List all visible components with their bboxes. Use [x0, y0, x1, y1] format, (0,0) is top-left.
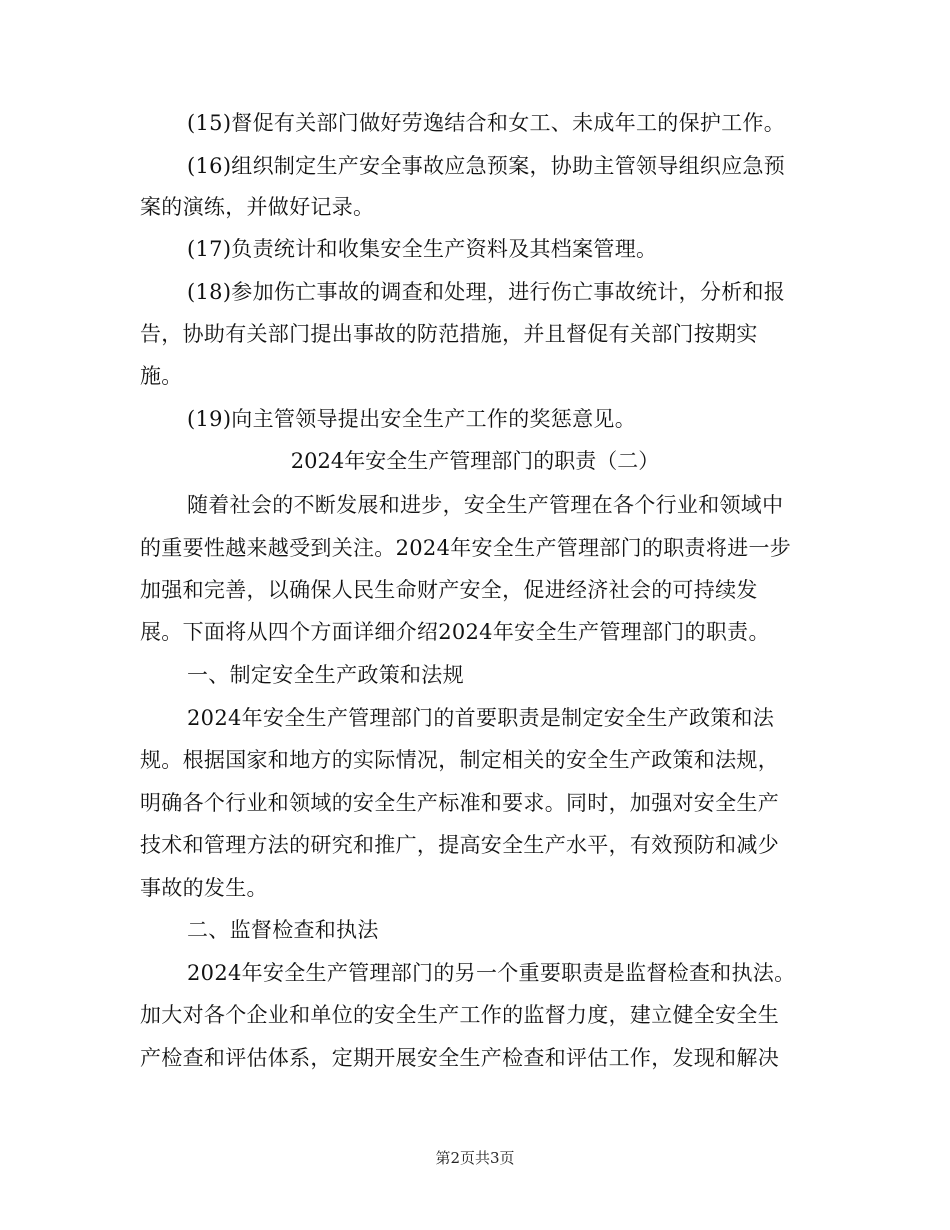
paragraph-line: 明确各个行业和领域的安全生产标准和要求。同时，加强对安全生产: [140, 791, 779, 815]
heading-2: 二、监督检查和执法: [187, 918, 379, 942]
list-item-18-cont-1: 告，协助有关部门提出事故的防范措施，并且督促有关部门按期实: [140, 322, 758, 346]
heading-1: 一、制定安全生产政策和法规: [187, 663, 464, 687]
paragraph-line: 技术和管理方法的研究和推广，提高安全生产水平，有效预防和减少: [140, 833, 779, 857]
list-item-18: (18)参加伤亡事故的调查和处理，进行伤亡事故统计，分析和报: [187, 280, 786, 304]
paragraph-line: 规。根据国家和地方的实际情况，制定相关的安全生产政策和法规，: [140, 748, 779, 772]
list-item-17: (17)负责统计和收集安全生产资料及其档案管理。: [187, 237, 658, 261]
page-footer: 第2页共3页: [435, 1149, 515, 1167]
paragraph-line: 加大对各个企业和单位的安全生产工作的监督力度，建立健全安全生: [140, 1003, 779, 1027]
paragraph-line: 事故的发生。: [140, 876, 268, 900]
list-item-18-cont-2: 施。: [140, 364, 183, 388]
paragraph-line: 展。下面将从四个方面详细介绍2024年安全生产管理部门的职责。: [140, 620, 770, 644]
paragraph-line: 产检查和评估体系，定期开展安全生产检查和评估工作，发现和解决: [140, 1046, 779, 1070]
list-item-16: (16)组织制定生产安全事故应急预案，协助主管领导组织应急预: [187, 154, 786, 178]
list-item-15: (15)督促有关部门做好劳逸结合和女工、未成年工的保护工作。: [187, 111, 786, 135]
list-item-16-cont: 案的演练，并做好记录。: [140, 195, 375, 219]
paragraph-line: 2024年安全生产管理部门的首要职责是制定安全生产政策和法: [187, 706, 775, 730]
paragraph-line: 加强和完善，以确保人民生命财产安全，促进经济社会的可持续发: [140, 578, 758, 602]
section-title: 2024年安全生产管理部门的职责（二）: [290, 449, 660, 473]
paragraph-line: 的重要性越来越受到关注。2024年安全生产管理部门的职责将进一步: [140, 536, 792, 560]
paragraph-line: 随着社会的不断发展和进步，安全生产管理在各个行业和领域中: [187, 493, 784, 517]
list-item-19: (19)向主管领导提出安全生产工作的奖惩意见。: [187, 407, 637, 431]
paragraph-line: 2024年安全生产管理部门的另一个重要职责是监督检查和执法。: [187, 961, 796, 985]
